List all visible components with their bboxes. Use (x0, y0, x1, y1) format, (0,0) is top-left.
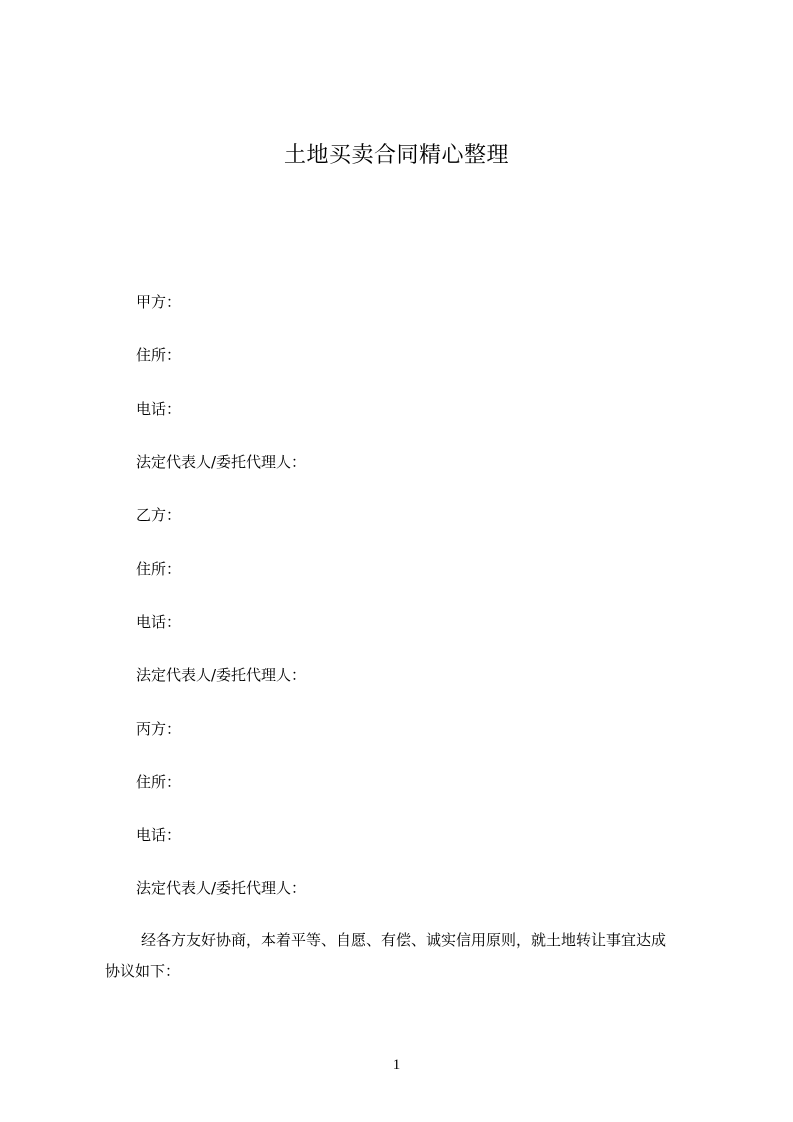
party-b-address-label: 住所： (136, 560, 182, 578)
party-a-name-label: 甲方： (136, 293, 182, 311)
intro-paragraph-line-1: 经各方友好协商，本着平等、自愿、有偿、诚实信用原则，就土地转让事宜达成 (141, 931, 667, 949)
party-c-phone-label: 电话： (136, 826, 182, 844)
party-a-address-label: 住所： (136, 346, 182, 364)
page-number: 1 (392, 1057, 401, 1073)
party-a-phone-label: 电话： (136, 400, 182, 418)
party-b-rep-label: 法定代表人/委托代理人： (136, 666, 307, 684)
intro-paragraph-line-2: 协议如下： (105, 962, 181, 980)
party-a-rep-label: 法定代表人/委托代理人： (136, 453, 307, 471)
party-c-address-label: 住所： (136, 773, 182, 791)
party-b-name-label: 乙方： (136, 506, 182, 524)
party-c-rep-label: 法定代表人/委托代理人： (136, 879, 307, 897)
party-c-name-label: 丙方： (136, 720, 182, 738)
document-title: 土地买卖合同精心整理 (283, 143, 509, 168)
party-b-phone-label: 电话： (136, 613, 182, 631)
